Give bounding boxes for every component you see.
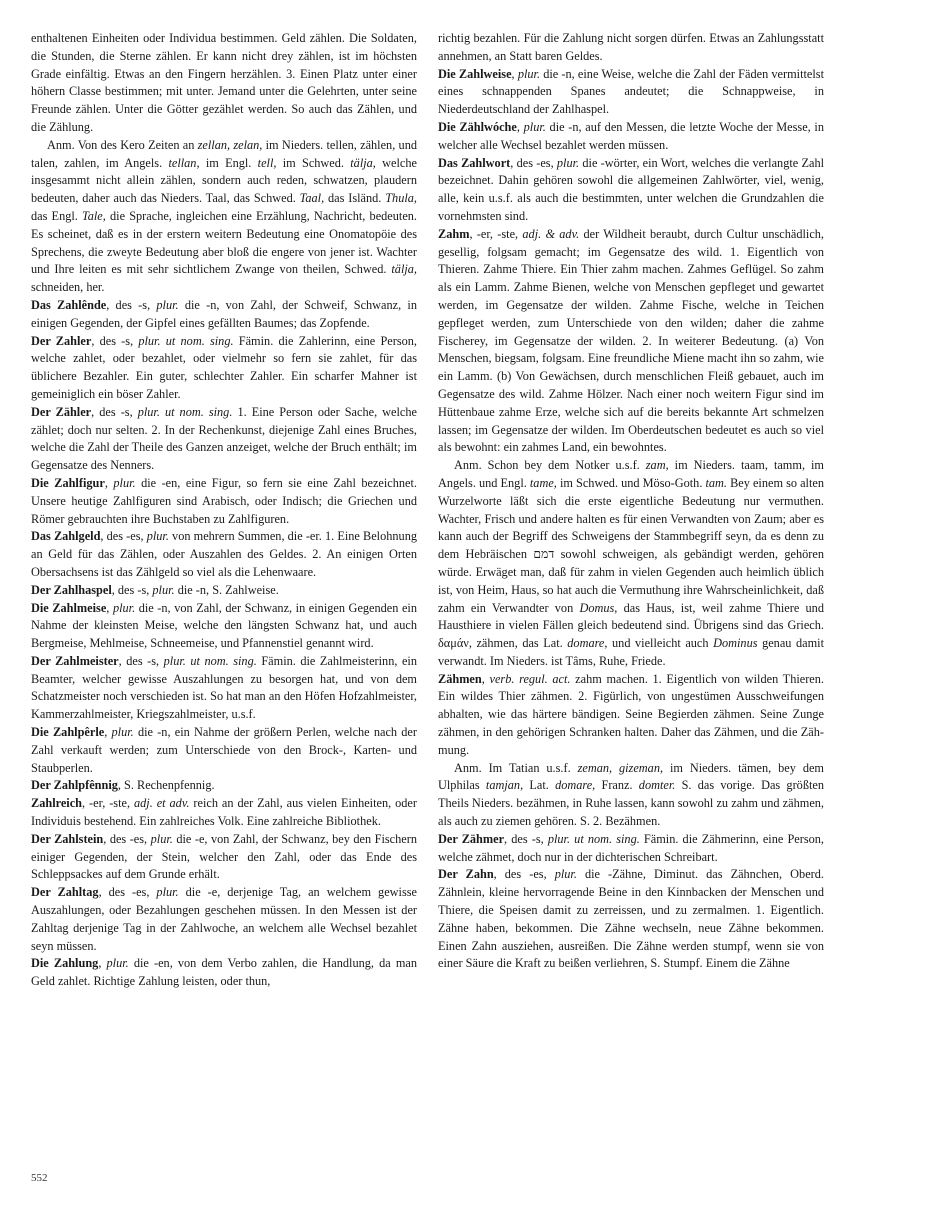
- entry-headword: Die Zahlfigur: [31, 475, 105, 490]
- right-column: [438, 30, 824, 973]
- dictionary-entry: [31, 30, 417, 137]
- entry-headword: Die Zahlpêrle: [31, 725, 105, 740]
- entry-italic-text: domare,: [567, 636, 608, 651]
- dictionary-entry: [438, 671, 824, 760]
- dictionary-entry: [31, 653, 417, 724]
- entry-headword: Der Zahlpfênnig: [31, 778, 118, 793]
- entry-text: , des -s,: [111, 582, 153, 597]
- entry-text: , des -s,: [106, 297, 157, 312]
- entry-headword: Der Zahlmeister: [31, 653, 119, 668]
- dictionary-entry: [31, 297, 417, 333]
- entry-text: enthaltenen Einheiten oder Individua bestimmen. Geld zählen. Die Soldaten, die Stunden, die Sterne zählen. Er kann nicht drey zählen, ist im höchsten Grade einfältig. Etwas an den Fingern herzählen. 3. Einen Platz unter einer höhern Classe bestimmen; mit unter. Jemand unter die Gelehrten, unter seine Freunde zählen. Unter die Götter gezählet werden. So auch das Zählen, und die Zählung.: [31, 31, 417, 134]
- entry-text: , des -es,: [493, 867, 555, 882]
- entry-italic-text: plur.: [150, 831, 173, 846]
- entry-headword: Die Zahlung: [31, 956, 99, 971]
- entry-text: die -en, von dem Verbo zahlen, die Handlung, da man Geld zahlet. Richtige Zahlung leisten, oder thun,: [31, 956, 417, 989]
- entry-headword: Der Zähler: [31, 404, 92, 419]
- entry-text: das Engl.: [31, 208, 83, 223]
- entry-text: , -er, -ste,: [469, 226, 523, 241]
- entry-headword: Zähmen: [438, 671, 482, 686]
- entry-text: 1. Eine Person oder Sache, welche zählet; doch nur selten. 2. In der Rechenkunst, diejenige Zahl eines Bruches, welche die Zahl der Theile des Ganzen anzeiget, welche der Bruch enthält; im Gegensatze des Nenners.: [31, 404, 418, 473]
- entry-italic-text: tälja,: [391, 262, 417, 277]
- entry-italic-text: plur. ut nom. sing.: [137, 404, 233, 419]
- entry-text: im Schwed.: [276, 155, 351, 170]
- entry-italic-text: tell,: [257, 155, 277, 170]
- entry-text: Anm. Im Tatian u.s.f.: [454, 760, 578, 775]
- entry-text: die -n, auf den Messen, die letzte Woche der Messe, in welcher alle Wechsel bezahlet werden müssen.: [438, 119, 824, 152]
- entry-headword: Der Zahler: [31, 333, 92, 348]
- entry-text: ,: [481, 671, 490, 686]
- entry-text: genau damit verwandt. Im Nieders. ist Tâms, Ruhe, Friede.: [438, 636, 824, 668]
- entry-text: , S. Rechenpfennig.: [117, 778, 215, 793]
- dictionary-entry: [31, 600, 417, 653]
- entry-text: schneiden, her.: [31, 280, 105, 295]
- entry-text: die -e, von Zahl, der Schwanz, bey den Fischern einiger Gegenden, der Stein, welcher den Zahl, oder das Ende des Schleppsackes auf dem Grunde erhält.: [31, 831, 417, 882]
- entry-text: die -n, ein Nahme der größern Perlen, welche nach der Zahl verkauft werden; zum Unterschiede von den Brock-, Karten- und Staubperlen.: [31, 725, 417, 775]
- dictionary-entry: [438, 119, 824, 155]
- dictionary-entry: [438, 66, 824, 119]
- entry-italic-text: Taal,: [299, 191, 325, 206]
- entry-text: , des -s,: [504, 831, 548, 846]
- entry-italic-text: plur.: [112, 600, 136, 615]
- entry-text: , -er, -ste,: [82, 796, 134, 811]
- entry-text: Fämin. die Zahlerinn, eine Person, welche zahlet, oder bezahlet, oder vielmehr so fern sie zahlet, für das üblichere Bezahler. Ein guter, schlechter Zahler. Ein scharfer Mahner ist gemeiniglich ein böser Zahler.: [31, 333, 417, 401]
- dictionary-entry: [438, 866, 824, 973]
- entry-text: Anm. Schon bey dem Notker u.s.f.: [454, 458, 646, 473]
- entry-italic-text: zellan, zelan,: [197, 137, 263, 152]
- page-number: 552: [31, 1172, 48, 1184]
- dictionary-entry: [31, 404, 417, 475]
- dictionary-entry: [31, 528, 417, 581]
- entry-italic-text: zeman, gizeman,: [577, 760, 664, 775]
- entry-text: die -n, von Zahl, der Schweif, Schwanz, in einigen Gegenden, der Gipfel eines gefällten Baumes; das Zopfende.: [31, 297, 417, 330]
- entry-italic-text: Dominus: [713, 636, 758, 651]
- entry-text: , des -es,: [100, 529, 147, 544]
- entry-text: die -n, eine Weise, welche die Zahl der Fäden vermittelst eines schnappenden Spanes andeutet; die Schnappweise, in Niederdeutschland der Zahlhaspel.: [438, 66, 824, 117]
- dictionary-entry: [438, 155, 824, 226]
- entry-text: die -en, eine Figur, so fern sie eine Zahl bezeichnet. Unsere heutige Zahlfiguren sind Arabisch, oder Indisch; die Griechen und Römer gebrauchten ihre Buchstaben zu Zahlfiguren.: [31, 475, 417, 526]
- dictionary-entry: [438, 30, 824, 66]
- entry-text: Anm. Von des Kero Zeiten an: [47, 137, 198, 152]
- entry-text: die -wörter, ein Wort, welches die verlangte Zahl bezeichnet. Dahin gehören sowohl die allgemeinen Zahlwörter, viel, wenig, alle, kein u.s.f. als auch die bestimmten, unter welchen die Grundzahlen die vornehmsten sind.: [438, 155, 825, 223]
- entry-text: Fämin. die Zahlmeisterinn, ein Beamter, welcher gewisse Auszahlungen zu besorgen hat, und von dem Schatzmeister noch verschieden ist. So hat man an den Höfen Hofzahlmeister, Kammerzahlmeister, Kriegszahlmeister, u.s.f.: [31, 653, 417, 722]
- entry-italic-text: plur.: [146, 529, 169, 544]
- entry-italic-text: tellan,: [168, 155, 200, 170]
- entry-text: , des -s,: [91, 404, 138, 419]
- dictionary-entry: [31, 795, 417, 831]
- entry-text: , des -es,: [103, 831, 151, 846]
- entry-headword: Der Zahn: [438, 867, 494, 882]
- dictionary-entry: [438, 457, 824, 671]
- entry-headword: Die Zahlweise: [438, 66, 512, 81]
- entry-text: ,: [104, 475, 114, 490]
- entry-italic-text: plur.: [152, 582, 175, 597]
- entry-text: ,: [98, 956, 107, 971]
- entry-headword: Das Zahlwort: [438, 155, 511, 170]
- entry-headword: Die Zählwóche: [438, 119, 517, 134]
- entry-headword: Das Zahlgeld: [31, 529, 101, 544]
- entry-text: im Engl.: [199, 155, 258, 170]
- dictionary-entry: [31, 831, 417, 884]
- entry-text: , des -es,: [98, 885, 157, 900]
- entry-headword: Zahm: [438, 226, 470, 241]
- entry-italic-text: plur.: [554, 867, 577, 882]
- entry-italic-text: plur.: [113, 475, 136, 490]
- entry-text: S. das vorige. Das größten Theils Nieders. bezähmen, in Ruhe lassen, kann sowohl zu zahm und zähmen, als auch zu ziemen gehören. S. 2. Bezähmen.: [438, 778, 824, 829]
- entry-headword: Der Zähmer: [438, 831, 505, 846]
- dictionary-entry: [31, 475, 417, 528]
- entry-text: welche insgesammt nicht allein zählen, sondern auch reden, schwatzen, plaudern bedeuten, daher auch das Nieders. Taal, das Schwed.: [31, 155, 417, 206]
- entry-italic-text: tame,: [529, 475, 557, 490]
- entry-text: Fämin. die Zähmerinn, eine Person, welche zähmet, doch nur in der dichterischen Schreibart.: [438, 831, 824, 864]
- dictionary-entry: [31, 884, 417, 955]
- dictionary-entry: [31, 333, 417, 404]
- entry-text: die -n, S. Zahlweise.: [174, 582, 279, 597]
- entry-headword: Die Zahlmeise: [31, 600, 107, 615]
- entry-text: im Nieders. tellen, zählen, und talen, zahlen, im Angels.: [31, 137, 417, 170]
- entry-text: Franz.: [595, 778, 639, 793]
- dictionary-entry: [31, 955, 417, 991]
- entry-italic-text: plur. ut nom. sing.: [547, 831, 640, 846]
- entry-text: ,: [104, 725, 112, 740]
- entry-italic-text: Tale,: [82, 208, 106, 223]
- entry-italic-text: domare,: [555, 778, 596, 793]
- entry-italic-text: Thula,: [385, 191, 417, 206]
- entry-text: Lat.: [523, 778, 556, 793]
- entry-text: zahm machen. 1. Eigentlich von wilden Thieren. Ein wildes Thier zähmen. 2. Figürlich, von ungestümen Ausschweifungen abhalten, wie das härtere bändigen. Seine Begierden zähmen. Seine Zunge zähmen, in den gehörigen Schranken halten. Daher das Zähmen, und die Zähmung.: [438, 671, 824, 757]
- entry-headword: Der Zahlstein: [31, 831, 104, 846]
- dictionary-entry: [438, 226, 824, 457]
- entry-text: der Wildheit beraubt, durch Cultur unschädlich, gesellig, folgsam gemacht; im Gegensatze des wild. 1. Eigentlich von Thieren. Zahme Thiere. Ein Thier zahm machen. Zahmes Geflügel. So zahm als ein Lamm. Zahme Bienen, welche von Menschen gepfleget und gewartet werden, im Gegensatze der wilden. Zahme Fische, welche in Teichen gepfleget werden, zum Unterschiede von den wilden; daher die zahme Fischerey, im Gegensatze der wilden. 2. In weiterer Bedeutung. (a) Von Menschen, biegsam, folgsam. Eine freundliche Miene macht ihn so zahm, wie ein Lamm. (b) Von Gewächsen, durch menschlichen Fleiß gebauet, auch im Gegensatze des wild. Zahme Hölzer. Nach einer noch weitern Figur sind im Hüttenbaue zahme Erze, welche sich auf die bereits bekannte Art schmelzen lassen; im Gegensatze der wilden. Im Oberdeutschen bedeutet es auch so viel als bewohnt: ein zahmes Land, ein bewohntes.: [438, 226, 825, 455]
- entry-italic-text: tälja,: [350, 155, 376, 170]
- dictionary-entry: [438, 760, 824, 831]
- entry-italic-text: verb. regul. act.: [489, 671, 571, 686]
- entry-headword: Zahlreich: [31, 796, 83, 811]
- entry-text: ,: [106, 600, 113, 615]
- left-column: [31, 30, 417, 991]
- entry-italic-text: domter.: [638, 778, 676, 793]
- dictionary-entry: [31, 724, 417, 777]
- entry-italic-text: plur.: [523, 119, 546, 134]
- entry-text: , des -es,: [510, 155, 557, 170]
- entry-italic-text: plur. ut nom. sing.: [138, 333, 234, 348]
- entry-text: im Schwed. und Möso-Goth.: [556, 475, 706, 490]
- entry-italic-text: plur.: [106, 956, 129, 971]
- entry-headword: Der Zahlhaspel: [31, 582, 112, 597]
- entry-text: richtig bezahlen. Für die Zahlung nicht sorgen dürfen. Etwas an Zahlungsstatt annehmen, an Statt baren Geldes.: [438, 31, 824, 63]
- entry-text: von mehrern Summen, die -er. 1. Eine Belohnung an Geld für das Zählen, oder Auszahlen des Geldes. 2. An einigen Orten Obersachsens ist das Zählgeld so viel als die Lehenwaare.: [31, 529, 417, 579]
- entry-text: die -n, von Zahl, der Schwanz, in einigen Gegenden ein Nahme der kleinsten Meise, welche den längsten Schwanz hat, und auch Bergmeise, Mehlmeise, Schneemeise, und Pfannenstiel genannt wird.: [31, 600, 417, 651]
- entry-text: die -e, derjenige Tag, an welchem gewisse Auszahlungen, oder Bezahlungen geschehen müssen. In den Messen ist der Zahltag derjenige Tag in der Zahlwoche, an welchem alle Wechsel bezahlet seyn müssen.: [31, 885, 417, 953]
- entry-text: Bey einem so alten Wurzelworte läßt sich die erste eigentliche Bedeutung nur vermuthen. Wachter, Frisch und andere halten es für einen Verwandten von Zaum; aber es kann auch der Begriff des Schweigens der Stammbegriff seyn, da es denn zu dem Hebräischen דמם sowohl schweigen, als gebändigt werden, gehören würde. Erwäget man, daß für zahm in vielen Gegenden auch heimlich üblich ist, von Heim, Haus, so hat auch die Vermuthung ihre Wahrscheinlichkeit, daß zahm ein Verwandter von: [438, 475, 825, 615]
- entry-text: das Haus, ist, weil zahme Thiere und Hausthiere in vielen Fällen gleich bedeutend sind. Übrigens sind das Griech. δαμάν, zähmen, das Lat.: [438, 600, 824, 651]
- entry-headword: Der Zahltag: [31, 885, 99, 900]
- entry-text: im Nieders. tämen, bey dem Ulphilas: [438, 760, 824, 793]
- entry-italic-text: zam,: [645, 458, 669, 473]
- entry-italic-text: adj. & adv.: [522, 226, 580, 241]
- entry-text: die -Zähne, Diminut. das Zähnchen, Oberd. Zähnlein, kleine hervorragende Beine in den Kinnbacken der Menschen und Thiere, die Speisen damit zu zerreissen, und zu zermalmen. 1. Eigentlich. Zähne haben, bekommen. Die Zähne wechseln, neue Zähne bekommen. Einen Zahn ausziehen, ausreißen. Die Zähne werden stumpf, wenn sie von einer Säure die Kraft zu beißen verliehren, S. Stumpf. Einem die Zähne: [438, 867, 824, 971]
- entry-text: und vielleicht auch: [607, 636, 714, 651]
- entry-text: reich an der Zahl, aus vielen Einheiten, oder Individuis bestehend. Ein zahlreiches Volk. Eine zahlreiche Bibliothek.: [31, 796, 417, 829]
- entry-text: ,: [516, 119, 524, 134]
- entry-text: das Isländ.: [324, 191, 386, 206]
- entry-italic-text: plur.: [517, 66, 541, 81]
- entry-text: , des -s,: [118, 653, 164, 668]
- entry-italic-text: tamjan,: [485, 778, 524, 793]
- dictionary-entry: [31, 777, 417, 795]
- entry-italic-text: adj. et adv.: [133, 796, 190, 811]
- entry-text: , des -s,: [91, 333, 139, 348]
- dictionary-entry: [31, 582, 417, 600]
- entry-headword: Das Zahlênde: [31, 297, 107, 312]
- dictionary-entry: [31, 137, 417, 297]
- entry-text: im Nieders. taam, tamm, im Angels. und Engl.: [438, 458, 825, 490]
- entry-italic-text: plur.: [111, 725, 134, 740]
- dictionary-entry: [438, 831, 824, 867]
- entry-text: ,: [511, 66, 518, 81]
- entry-italic-text: plur.: [156, 885, 179, 900]
- entry-italic-text: Domus,: [579, 600, 618, 615]
- entry-italic-text: plur.: [556, 155, 580, 170]
- entry-italic-text: tam.: [705, 475, 727, 490]
- entry-italic-text: plur. ut nom. sing.: [163, 653, 257, 668]
- entry-text: die Sprache, ingleichen eine Erzählung, Nachricht, bedeuten. Es scheinet, daß es in der erstern weitern Bedeutung eine Onomatopöie des Sprechens, die zweyte Bedeutung aber bloß die engere von jener ist. Wachter und Ihre leiten es mit sehr sichtlichem Zwange von theilen, Schwed.: [31, 208, 418, 277]
- entry-italic-text: plur.: [156, 297, 179, 312]
